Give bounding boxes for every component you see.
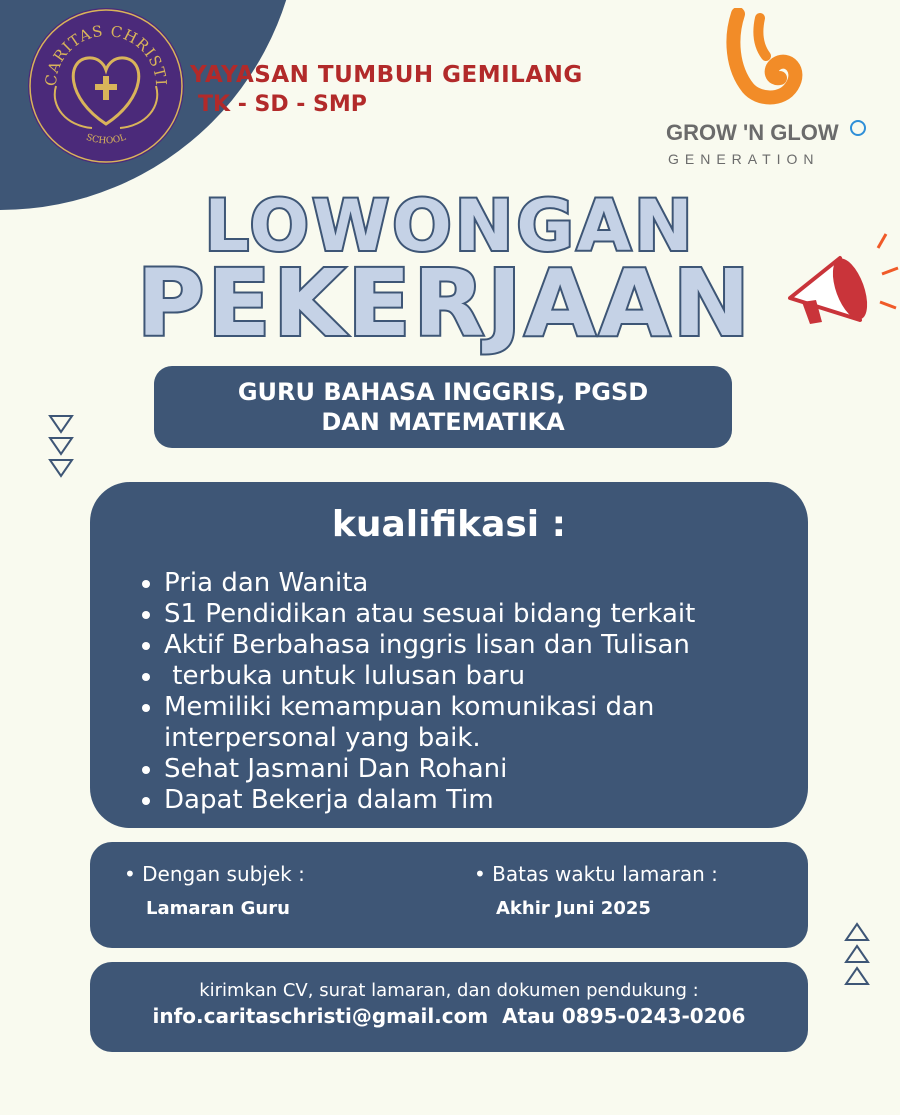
school-logo-bottom-text: SCHOOL xyxy=(84,132,128,147)
list-item: • Aktif Berbahasa inggris lisan dan Tulisan xyxy=(164,630,804,661)
qualifications-title: kualifikasi : xyxy=(331,504,567,545)
list-item: • S1 Pendidikan atau sesuai bidang terkait xyxy=(164,599,804,630)
partner-logo-name: GROW 'N GLOW xyxy=(666,120,839,145)
triangle-up-decoration-icon xyxy=(842,920,872,990)
partner-logo-sub: GENERATION xyxy=(668,151,820,167)
subject-value: Lamaran Guru xyxy=(146,898,290,919)
list-item: • terbuka untuk lulusan baru xyxy=(164,661,804,692)
deadline-info: • Batas waktu lamaran : Akhir Juni 2025 xyxy=(474,862,718,919)
deadline-label: Batas waktu lamaran : xyxy=(492,862,718,886)
organization-name: YAYASAN TUMBUH GEMILANG xyxy=(190,62,583,88)
list-item: • Dapat Bekerja dalam Tim xyxy=(164,785,804,816)
qualifications-list xyxy=(144,568,804,816)
megaphone-icon xyxy=(782,228,900,348)
contact-email-phone: info.caritaschristi@gmail.com Atau 0895-0243-0206 xyxy=(152,1004,746,1028)
list-item: • Pria dan Wanita xyxy=(164,568,804,599)
triangle-down-decoration-icon xyxy=(46,412,76,482)
headline-line1: LOWONGAN xyxy=(204,185,696,267)
job-position-line2: DAN MATEMATIKA xyxy=(321,408,565,436)
deadline-value: Akhir Juni 2025 xyxy=(496,898,651,919)
contact-card xyxy=(90,962,808,1052)
list-item: • Memiliki kemampuan komunikasi dan interpersonal yang baik. xyxy=(164,692,804,754)
school-logo xyxy=(26,6,186,166)
application-info-card xyxy=(90,842,808,948)
subject-label: Dengan subjek : xyxy=(142,862,305,886)
school-levels: TK - SD - SMP xyxy=(198,92,367,117)
job-position-line1: GURU BAHASA INGGRIS, PGSD xyxy=(237,378,649,406)
list-item: • Sehat Jasmani Dan Rohani xyxy=(164,754,804,785)
job-position-banner xyxy=(154,366,732,448)
school-logo-top-text: CARITAS CHRISTI xyxy=(41,21,171,87)
headline-line2: PEKERJAAN xyxy=(137,250,753,357)
qualifications-card xyxy=(90,482,808,828)
subject-info: • Dengan subjek : Lamaran Guru xyxy=(124,862,305,919)
contact-hint: kirimkan CV, surat lamaran, dan dokumen pendukung : xyxy=(199,980,699,1001)
grow-n-glow-logo xyxy=(660,8,870,168)
